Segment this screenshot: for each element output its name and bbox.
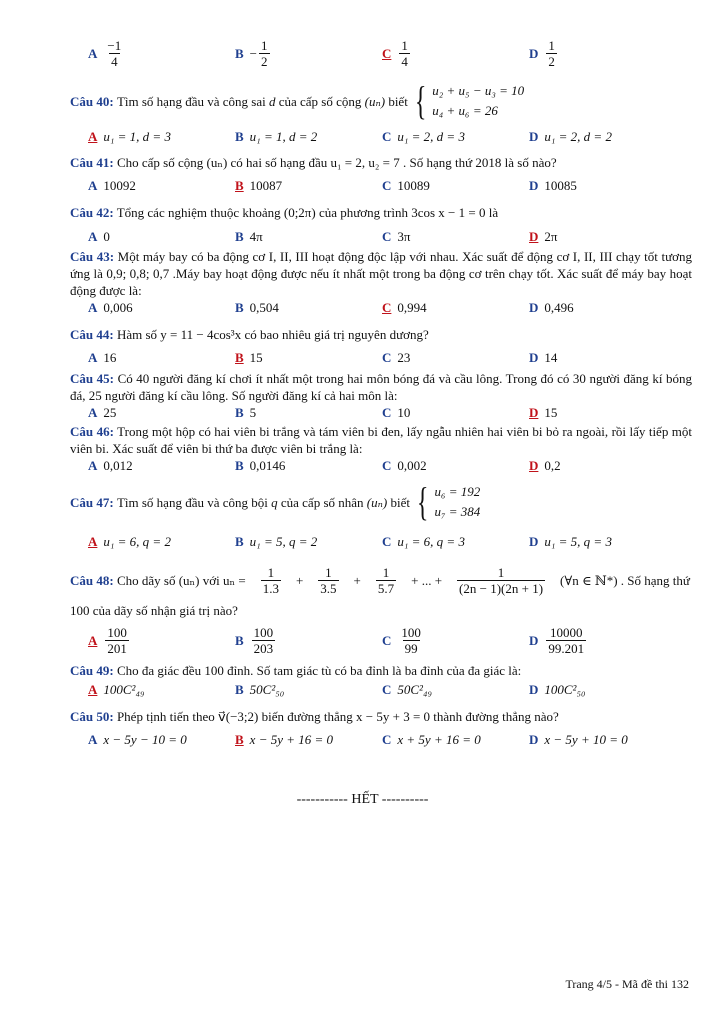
option-text: u₁ = 2, d = 3	[397, 129, 465, 144]
q48-stem	[70, 560, 690, 600]
denominator: 99.201	[548, 640, 585, 656]
question-text: biết	[388, 93, 408, 109]
brace-icon: {	[414, 78, 427, 123]
option-text: u₁ = 2, d = 2	[544, 129, 612, 144]
q45-options	[88, 404, 708, 421]
fraction	[261, 565, 281, 596]
option-text: 0,006	[103, 300, 133, 315]
option-text: 4π	[249, 229, 263, 244]
q47-option-c[interactable]	[382, 533, 529, 550]
option-text: 23	[397, 350, 411, 365]
sequence-symbol: (uₙ)	[364, 93, 386, 109]
fraction	[376, 565, 396, 596]
ellipsis-sum: + ... +	[411, 572, 443, 588]
option-text: x − 5y − 10 = 0	[103, 732, 187, 747]
q45-option-a[interactable]	[88, 404, 235, 421]
option-label-answer: D	[529, 229, 539, 244]
q39-options	[88, 34, 708, 72]
option-text: 16	[103, 350, 117, 365]
option-text: 50C²₅₀	[249, 682, 285, 697]
option-label: B	[235, 405, 244, 420]
question-number: Câu 48:	[70, 572, 114, 588]
option-text: 15	[249, 350, 263, 365]
option-label: B	[235, 682, 244, 697]
equation: u₂ + u₅ − u₃ = 10	[432, 83, 525, 98]
option-text: 0,0146	[249, 458, 286, 473]
question-number: Câu 45:	[70, 371, 114, 386]
option-text: u₁ = 5, q = 2	[249, 534, 318, 549]
option-label: D	[529, 350, 539, 365]
q44-option-d[interactable]	[529, 349, 676, 366]
q48-option-b[interactable]	[235, 621, 382, 659]
numerator: 1	[497, 564, 505, 580]
question-number: Câu 42:	[70, 205, 114, 220]
q47-option-b[interactable]	[235, 533, 382, 550]
question-number: Câu 44:	[70, 327, 114, 342]
q48-option-a[interactable]	[88, 621, 235, 659]
option-label: C	[382, 732, 392, 747]
option-text: 3π	[397, 229, 411, 244]
option-label: D	[529, 129, 539, 144]
q50-options	[88, 731, 708, 748]
equation: u₇ = 384	[434, 504, 481, 519]
q50-option-d[interactable]	[529, 731, 676, 748]
q42-option-c[interactable]	[382, 228, 529, 245]
q39-option-a[interactable]	[88, 34, 235, 72]
option-label-answer: D	[529, 458, 539, 473]
question-number: Câu 41:	[70, 155, 114, 170]
fraction	[546, 625, 586, 656]
option-label: B	[235, 458, 244, 473]
option-label: C	[382, 632, 392, 648]
option-text: x − 5y + 16 = 0	[249, 732, 334, 747]
numerator: −1	[107, 37, 122, 53]
denominator: 99	[404, 640, 418, 656]
option-label-answer: A	[88, 534, 98, 549]
option-label: B	[235, 534, 244, 549]
q48-option-d[interactable]	[529, 621, 676, 659]
equation: u₄ + u₆ = 26	[432, 103, 498, 118]
q39-option-d[interactable]	[529, 34, 676, 72]
option-text: 0,2	[544, 458, 561, 473]
option-text: x + 5y + 16 = 0	[397, 732, 481, 747]
question-number: Câu 46:	[70, 424, 114, 439]
option-label: D	[529, 732, 539, 747]
sequence-symbol: (uₙ)	[366, 494, 388, 510]
numerator: 1	[382, 564, 390, 580]
option-label-answer: C	[382, 300, 392, 315]
q50-option-a[interactable]	[88, 731, 235, 748]
q49-options	[88, 681, 708, 698]
option-text: 0,994	[397, 300, 427, 315]
question-text: (∀n ∈ ℕ*) . Số hạng thứ	[560, 572, 690, 588]
question-text: Một máy bay có ba động cơ I, II, III hoạt động độc lập với nhau. Xác suất để động cơ I, II, III chạy tốt tương ứng là 0,9; 0,8; 0,7 .Máy bay hoạt động được nếu ít nhất một trong ba động cơ trên chạy tốt. Xác suất để máy bay hoạt động được là:	[70, 249, 693, 298]
q47-option-d[interactable]	[529, 533, 676, 550]
option-text: u₁ = 1, d = 2	[249, 129, 318, 144]
q47-option-a[interactable]	[88, 533, 235, 550]
q39-option-b[interactable]	[235, 34, 382, 72]
variable: q	[271, 494, 278, 510]
q45-option-d[interactable]	[529, 404, 676, 421]
option-text: x − 5y + 10 = 0	[544, 732, 628, 747]
denominator: 2	[548, 53, 555, 69]
question-text: Tổng các nghiệm thuộc khoảng (0;2π) của phương trình 3cos x − 1 = 0 là	[116, 205, 499, 220]
q41-option-c[interactable]	[382, 177, 529, 194]
q44-option-a[interactable]	[88, 349, 235, 366]
numerator: 100	[253, 624, 274, 640]
option-label: D	[529, 45, 539, 61]
q41-option-a[interactable]	[88, 177, 235, 194]
option-label: B	[235, 45, 244, 61]
option-label-answer: B	[235, 178, 244, 193]
option-label-answer: C	[382, 45, 392, 61]
numerator: 1	[325, 564, 332, 580]
option-label: D	[529, 300, 539, 315]
option-text: 5	[249, 405, 257, 420]
option-label: A	[88, 229, 98, 244]
fraction	[399, 625, 423, 656]
numerator: 1	[548, 37, 555, 53]
option-label: A	[88, 458, 98, 473]
q48-options	[88, 621, 708, 659]
q42-option-a[interactable]	[88, 228, 235, 245]
fraction	[546, 38, 557, 69]
question-number: Câu 43:	[70, 249, 115, 264]
q41-option-b[interactable]	[235, 177, 382, 194]
q48-stem-line2: 100 của dãy số nhận giá trị nào?	[70, 603, 238, 618]
option-text: 0,012	[103, 458, 133, 473]
option-label: B	[235, 300, 244, 315]
q40-options	[88, 128, 708, 145]
option-label: D	[529, 682, 539, 697]
option-label: D	[529, 534, 539, 549]
denominator: 4	[401, 53, 408, 69]
question-text: biết	[390, 494, 410, 510]
page-footer: Trang 4/5 - Mã đề thi 132	[565, 977, 689, 991]
option-label: A	[88, 45, 98, 61]
plus-sign: +	[295, 572, 304, 588]
exam-page	[70, 34, 692, 748]
option-text: 10	[397, 405, 411, 420]
option-label: B	[235, 129, 244, 144]
option-label: C	[382, 178, 392, 193]
option-label: D	[529, 632, 539, 648]
option-text: 10092	[103, 178, 136, 193]
option-text: u₁ = 6, q = 3	[397, 534, 465, 549]
q45-option-b[interactable]	[235, 404, 382, 421]
q41-options	[88, 177, 708, 194]
q44-option-c[interactable]	[382, 349, 529, 366]
q43-option-c[interactable]	[382, 299, 529, 316]
equation-system	[413, 479, 481, 524]
option-label: A	[88, 178, 98, 193]
fraction	[105, 38, 123, 69]
option-label: C	[382, 534, 392, 549]
q40-option-a[interactable]	[88, 128, 235, 145]
variable: d	[268, 93, 276, 109]
question-text: Cho cấp số cộng (uₙ) có hai số hạng đầu u₁ = 2, u₂ = 7 . Số hạng thứ 2018 là số nào?	[116, 155, 557, 170]
option-label: B	[235, 632, 244, 648]
q48-option-c[interactable]	[382, 621, 529, 659]
option-label: B	[235, 229, 244, 244]
q46-options	[88, 457, 708, 474]
option-text: 15	[544, 405, 558, 420]
option-label: D	[529, 178, 539, 193]
option-label: C	[382, 405, 392, 420]
numerator: 1	[267, 564, 275, 580]
option-label-answer: D	[529, 405, 539, 420]
question-text: Trong một hộp có hai viên bi trắng và tám viên bi đen, lấy ngẫu nhiên hai viên bi bỏ ra ngoài, rồi lấy tiếp một viên bi. Xác suất để viên bi thứ ba được viên bi trắng là:	[70, 424, 693, 456]
q39-option-c[interactable]	[382, 34, 529, 72]
option-label-answer: A	[88, 632, 98, 648]
question-text: Có 40 người đăng kí chơi ít nhất một trong hai môn bóng đá và cầu lông. Trong đó có 30 người đăng kí bóng đá, 25 người đăng kí cầu lông. Số người đăng kí cả hai môn là:	[70, 371, 693, 403]
q42-stem	[70, 204, 692, 221]
option-label: C	[382, 458, 392, 473]
option-text: 50C²₄₉	[397, 682, 432, 697]
q40-option-d[interactable]	[529, 128, 676, 145]
denominator: 203	[253, 640, 274, 656]
numerator: 100	[107, 624, 127, 640]
q44-options	[88, 349, 708, 366]
fraction	[105, 625, 129, 656]
question-text: Phép tịnh tiến theo v⃗(−3;2) biến đường thẳng x − 5y + 3 = 0 thành đường thẳng nào?	[116, 709, 559, 724]
question-text: Tìm số hạng đầu và công bội	[116, 494, 268, 510]
question-number: Câu 47:	[70, 494, 114, 510]
fraction	[252, 625, 276, 656]
q40-option-c[interactable]	[382, 128, 529, 145]
option-label-answer: B	[235, 732, 244, 747]
question-number: Câu 50:	[70, 709, 114, 724]
equation: u₆ = 192	[434, 484, 481, 499]
q46-stem	[70, 423, 692, 457]
fraction	[457, 565, 545, 596]
option-text: 0,002	[397, 458, 427, 473]
numerator: 10000	[550, 624, 583, 640]
denominator: 3.5	[320, 580, 337, 596]
numerator: 100	[401, 624, 421, 640]
q48-prefix	[70, 572, 246, 589]
option-text: 0,504	[249, 300, 279, 315]
question-text: Hàm số y = 11 − 4cos³x có bao nhiêu giá trị nguyên dương?	[116, 327, 429, 342]
question-number: Câu 49:	[70, 663, 114, 678]
q40-option-b[interactable]	[235, 128, 382, 145]
q50-option-b[interactable]	[235, 731, 382, 748]
option-text: 0,496	[544, 300, 574, 315]
q49-stem	[70, 662, 692, 679]
option-label-answer: A	[88, 682, 98, 697]
question-text: của cấp số nhân	[280, 494, 364, 510]
q45-stem	[70, 370, 692, 404]
option-text: 100C²₄₉	[103, 682, 145, 697]
question-number: Câu 40:	[70, 93, 114, 109]
question-text: của cấp số cộng	[278, 93, 362, 109]
option-label: A	[88, 300, 98, 315]
option-label-answer: B	[235, 350, 244, 365]
q50-option-c[interactable]	[382, 731, 529, 748]
q46-option-a[interactable]	[88, 457, 235, 474]
q43-option-d[interactable]	[529, 299, 676, 316]
fraction	[399, 38, 410, 69]
q49-option-a[interactable]	[88, 681, 235, 698]
plus-sign: +	[353, 572, 361, 588]
option-text: 100C²₅₀	[544, 682, 586, 697]
q41-option-d[interactable]	[529, 177, 676, 194]
denominator: 4	[111, 53, 118, 69]
option-label-answer: A	[88, 129, 98, 144]
denominator: 201	[107, 640, 127, 656]
q43-option-b[interactable]	[235, 299, 382, 316]
option-text: u₁ = 1, d = 3	[103, 129, 171, 144]
q50-stem	[70, 708, 692, 725]
q42-option-d[interactable]	[529, 228, 676, 245]
equation-system	[411, 78, 525, 123]
denominator: 5.7	[377, 580, 395, 596]
q42-options	[88, 228, 708, 245]
q46-option-c[interactable]	[382, 457, 529, 474]
option-label: C	[382, 682, 392, 697]
question-text: Cho dãy số (uₙ) với uₙ =	[116, 572, 246, 588]
option-text: u₁ = 6, q = 2	[103, 534, 171, 549]
question-text: Cho đa giác đều 100 đỉnh. Số tam giác tù có ba đỉnh là ba đỉnh của đa giác là:	[116, 663, 522, 678]
option-text: 25	[103, 405, 117, 420]
option-label: C	[382, 229, 392, 244]
numerator: 1	[401, 37, 408, 53]
option-text: 14	[544, 350, 558, 365]
denominator: (2n − 1)(2n + 1)	[459, 580, 544, 596]
q43-stem	[70, 248, 692, 299]
fraction	[318, 565, 338, 596]
option-label: C	[382, 350, 392, 365]
denominator: 1.3	[262, 580, 279, 596]
q49-option-d[interactable]	[529, 681, 676, 698]
q46-option-d[interactable]	[529, 457, 676, 474]
q43-options	[88, 299, 708, 316]
q41-stem	[70, 154, 692, 171]
minus-sign: −	[249, 45, 258, 61]
q44-stem	[70, 326, 692, 343]
option-text: 10085	[544, 178, 577, 193]
option-label: A	[88, 350, 98, 365]
brace-icon: {	[417, 479, 429, 524]
q40-stem	[70, 79, 692, 123]
option-text: 2π	[544, 229, 558, 244]
q47-options	[88, 533, 708, 550]
option-text: 10089	[397, 178, 430, 193]
q43-option-a[interactable]	[88, 299, 235, 316]
option-text: u₁ = 5, q = 3	[544, 534, 612, 549]
q49-option-c[interactable]	[382, 681, 529, 698]
option-text: 10087	[249, 178, 283, 193]
q47-stem	[70, 480, 692, 524]
option-label: A	[88, 405, 98, 420]
option-label: A	[88, 732, 98, 747]
end-marker: ----------- HẾT ----------	[296, 792, 429, 807]
q45-option-c[interactable]	[382, 404, 529, 421]
option-text: 0	[103, 229, 110, 244]
denominator: 2	[261, 53, 268, 69]
option-label: C	[382, 129, 392, 144]
numerator: 1	[261, 37, 268, 53]
q46-option-b[interactable]	[235, 457, 382, 474]
question-text: Tìm số hạng đầu và công sai	[116, 93, 266, 109]
fraction	[259, 38, 270, 69]
q42-option-b[interactable]	[235, 228, 382, 245]
q44-option-b[interactable]	[235, 349, 382, 366]
q49-option-b[interactable]	[235, 681, 382, 698]
